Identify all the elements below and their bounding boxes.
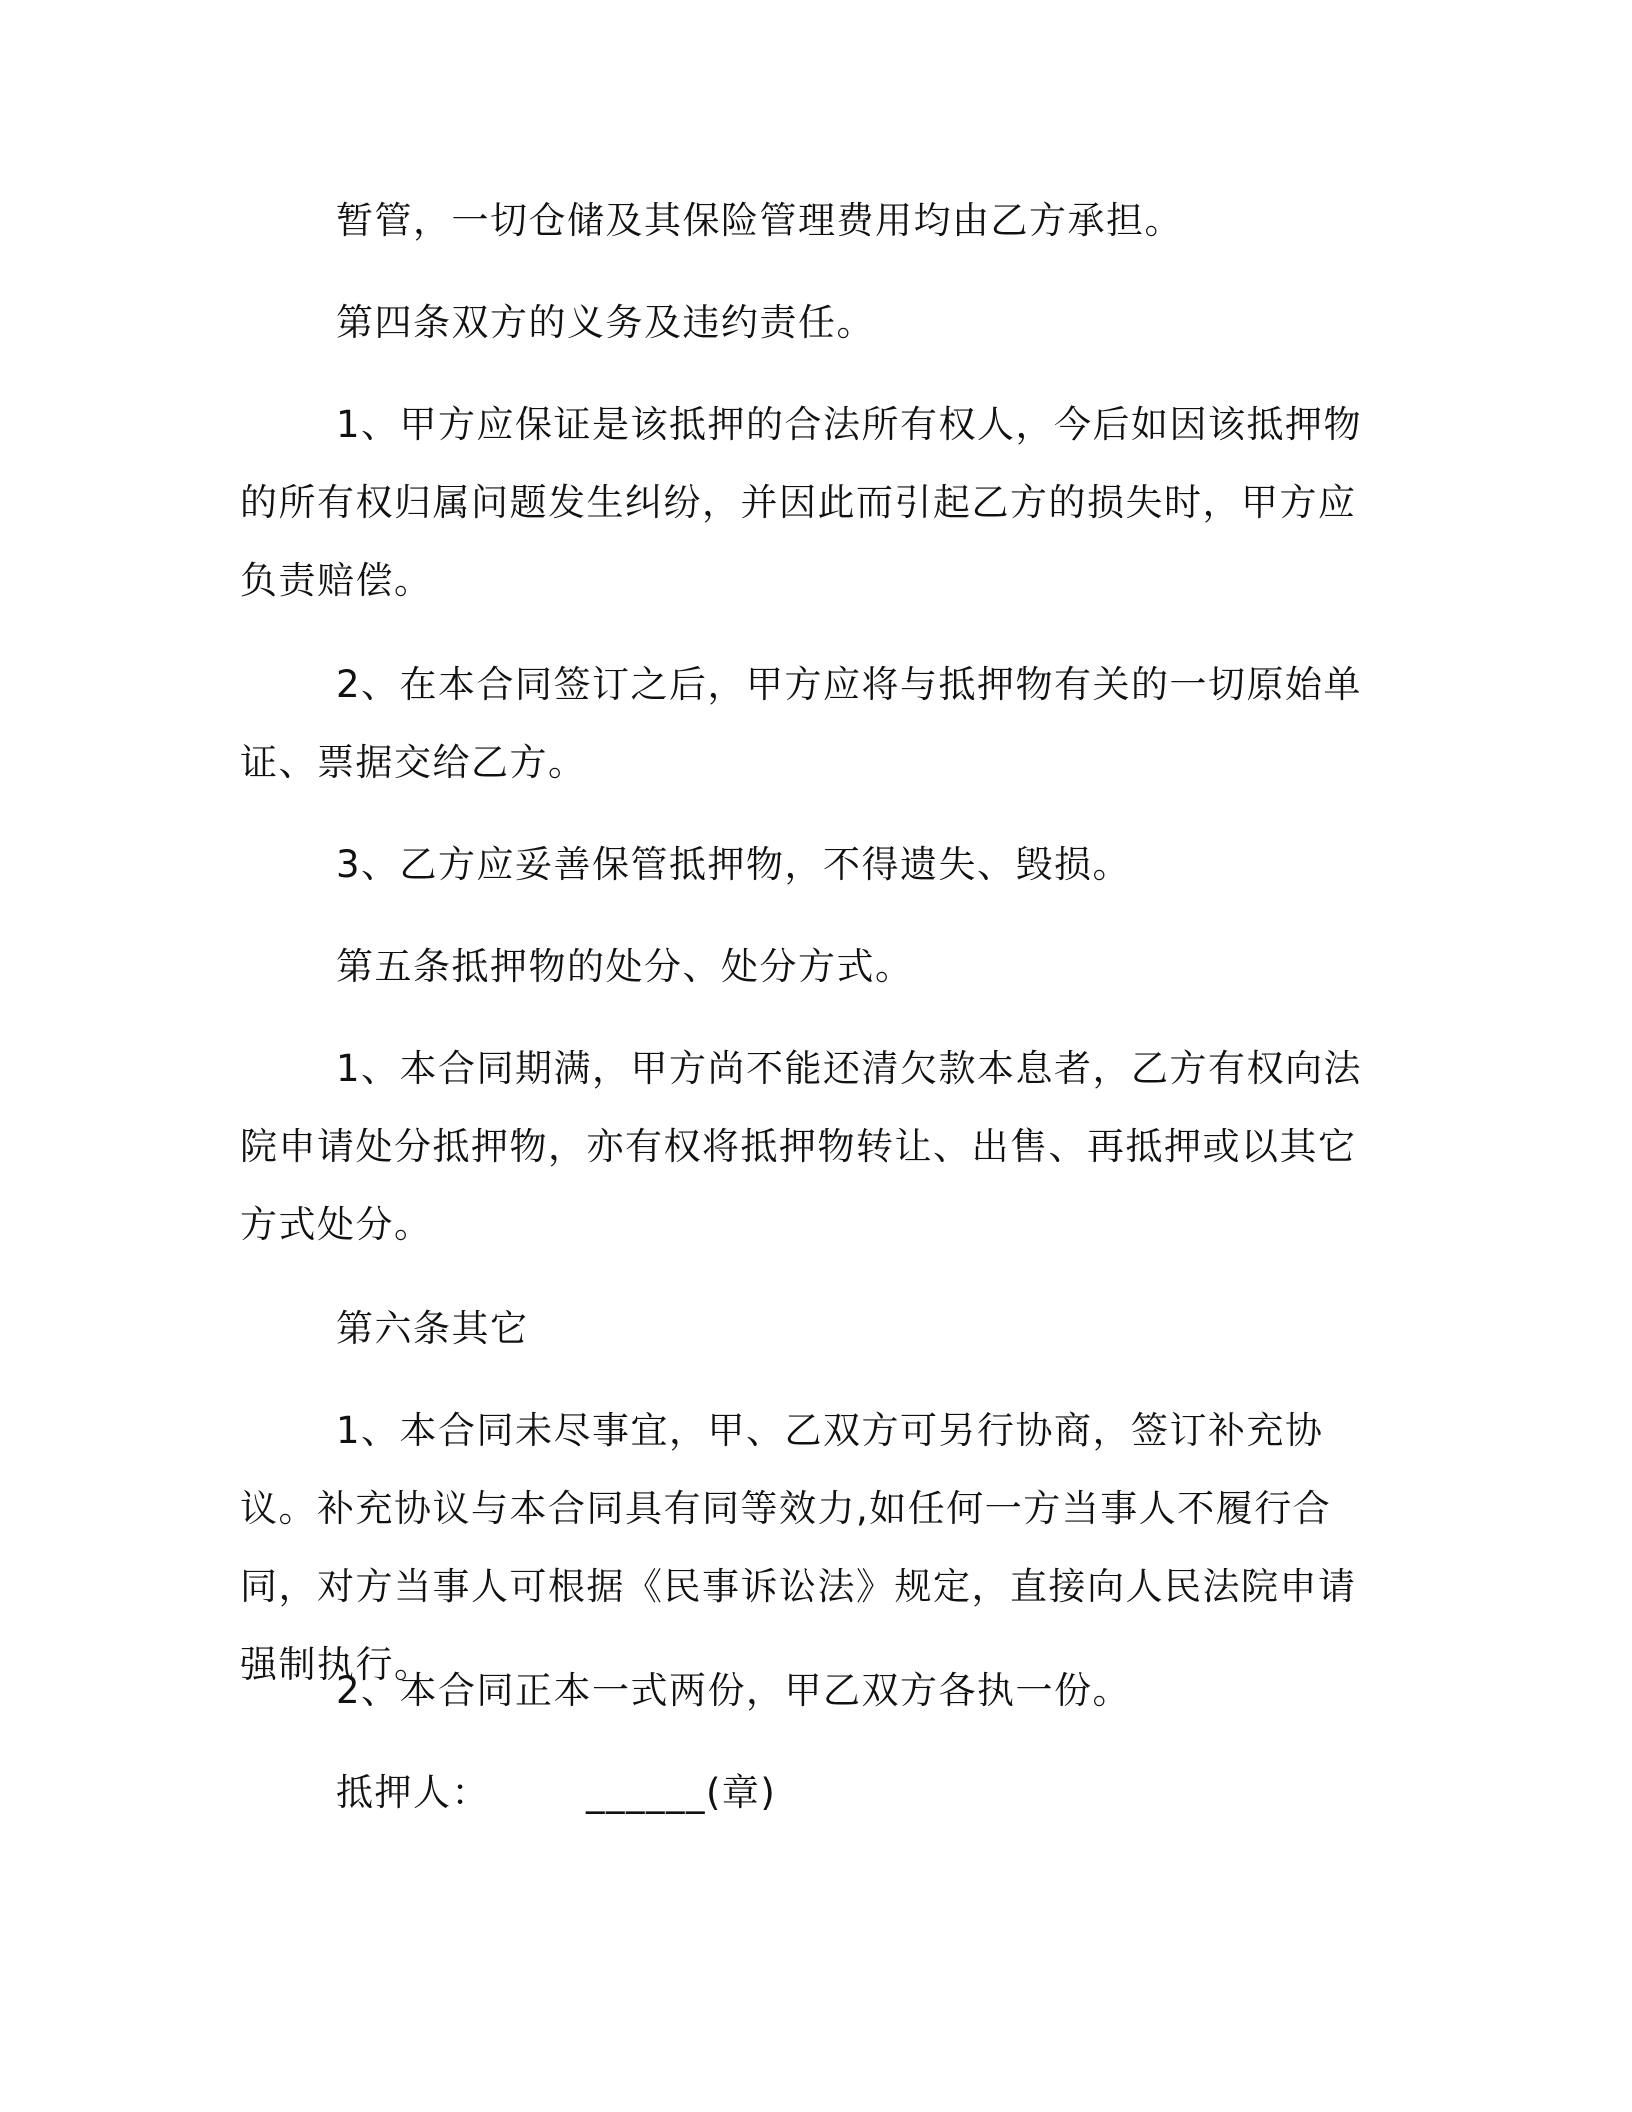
- article-5-heading: 第五条抵押物的处分、处分方式。: [336, 945, 914, 988]
- paragraph-custody-costs: 暂管，一切仓储及其保险管理费用均由乙方承担。: [336, 199, 1183, 242]
- article-4-clause-2: 2、在本合同签订之后，甲方应将与抵押物有关的一切原始单证、票据交给乙方。: [240, 663, 1363, 784]
- signature-mortgagor: [240, 1754, 1390, 1832]
- article-4-clause-3: 3、乙方应妥善保管抵押物，不得遗失、毁损。: [336, 843, 1132, 886]
- signature-label: 抵押人：: [336, 1771, 490, 1814]
- article-6-clause-2: 2、本合同正本一式两份，甲乙双方各执一份。: [336, 1669, 1132, 1712]
- article-6-clause-1: 1、本合同未尽事宜，甲、乙双方可另行协商，签订补充协议。补充协议与本合同具有同等效力,如任何一方当事人不履行合同，对方当事人可根据《民事诉讼法》规定，直接向人民法院申请强制执行。: [240, 1409, 1357, 1686]
- article-4-clause-1: 1、甲方应保证是该抵押的合法所有权人，今后如因该抵押物的所有权归属问题发生纠纷，并因此而引起乙方的损失时，甲方应负责赔偿。: [240, 403, 1363, 602]
- article-6-heading: 第六条其它: [336, 1307, 529, 1350]
- article-4-heading: 第四条双方的义务及违约责任。: [336, 301, 875, 344]
- signature-blank: ______(章): [586, 1771, 777, 1814]
- article-5-clause-1: 1、本合同期满，甲方尚不能还清欠款本息者，乙方有权向法院申请处分抵押物，亦有权将抵押物转让、出售、再抵押或以其它方式处分。: [240, 1047, 1363, 1246]
